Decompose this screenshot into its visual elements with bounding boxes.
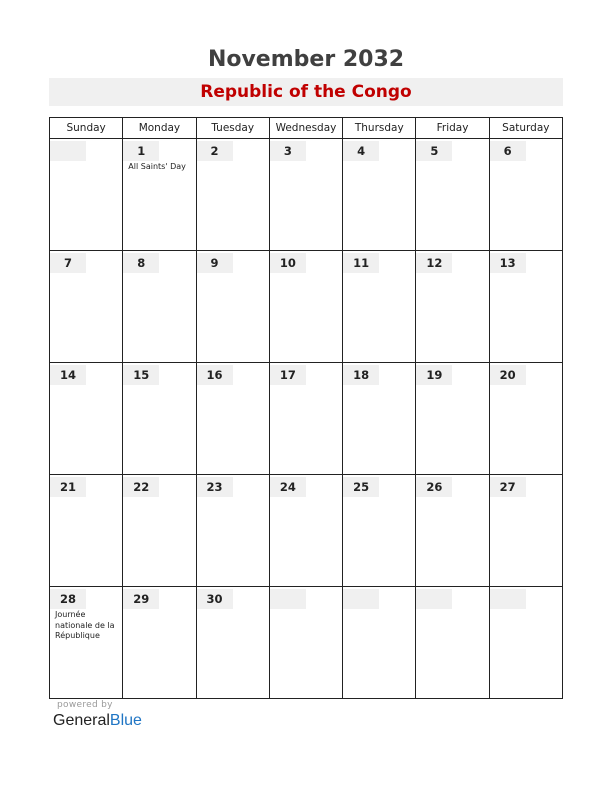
empty-day-marker: [490, 589, 526, 609]
weekday-header: Wednesday: [269, 118, 342, 139]
day-cell: [489, 251, 562, 363]
day-cell: [416, 139, 489, 251]
day-cell: [196, 587, 269, 699]
day-cell: [343, 475, 416, 587]
day-number: 28: [50, 589, 86, 609]
day-cell: [50, 251, 123, 363]
week-row: [50, 251, 563, 363]
day-number: 9: [197, 253, 233, 273]
day-number: 7: [50, 253, 86, 273]
day-cell: [123, 363, 196, 475]
day-number: 12: [416, 253, 452, 273]
day-number: 3: [270, 141, 306, 161]
weekday-header: Monday: [123, 118, 196, 139]
day-cell: [416, 587, 489, 699]
day-cell: [489, 587, 562, 699]
day-cell: [196, 139, 269, 251]
day-cell: [123, 475, 196, 587]
powered-by-label: powered by: [57, 700, 113, 710]
day-cell: [50, 363, 123, 475]
day-cell: [269, 139, 342, 251]
day-cell: [416, 475, 489, 587]
day-cell: [123, 587, 196, 699]
day-cell: [343, 363, 416, 475]
day-cell: [489, 139, 562, 251]
day-cell: [343, 587, 416, 699]
day-number: 16: [197, 365, 233, 385]
day-number: 18: [343, 365, 379, 385]
day-number: 2: [197, 141, 233, 161]
day-number: 14: [50, 365, 86, 385]
day-number: 25: [343, 477, 379, 497]
day-cell: [343, 251, 416, 363]
day-cell: [196, 251, 269, 363]
generalblue-logo: [53, 712, 142, 730]
day-number: 19: [416, 365, 452, 385]
day-cell: [269, 475, 342, 587]
day-cell: [269, 587, 342, 699]
day-number: 4: [343, 141, 379, 161]
day-number: 23: [197, 477, 233, 497]
day-number: 29: [123, 589, 159, 609]
day-cell: [489, 363, 562, 475]
calendar-grid: [49, 117, 563, 699]
calendar-title: November 2032: [207, 47, 405, 72]
weekday-header: Sunday: [50, 118, 123, 139]
day-number: 22: [123, 477, 159, 497]
day-cell: [343, 139, 416, 251]
day-number: 8: [123, 253, 159, 273]
day-cell: [416, 363, 489, 475]
weekday-header: Tuesday: [196, 118, 269, 139]
day-number: 5: [416, 141, 452, 161]
empty-day-marker: [270, 589, 306, 609]
day-cell: [196, 363, 269, 475]
week-row: [50, 139, 563, 251]
weekday-header: Thursday: [343, 118, 416, 139]
week-row: [50, 475, 563, 587]
holiday-label: All Saints' Day: [128, 162, 186, 171]
day-number: 6: [490, 141, 526, 161]
week-row: [50, 363, 563, 475]
day-cell: [489, 475, 562, 587]
day-number: 15: [123, 365, 159, 385]
day-cell: [269, 251, 342, 363]
weekday-header-row: [50, 118, 563, 139]
day-number: 27: [490, 477, 526, 497]
day-number: 20: [490, 365, 526, 385]
day-number: 1: [123, 141, 159, 161]
empty-day-marker: [50, 141, 86, 161]
day-cell: [50, 139, 123, 251]
country-name: Republic of the Congo: [200, 82, 412, 102]
logo-blue-text: Blue: [109, 712, 142, 729]
day-number: 11: [343, 253, 379, 273]
holiday-label: Journée nationale de la République: [55, 610, 115, 640]
weekday-header: Saturday: [489, 118, 562, 139]
day-cell: [50, 475, 123, 587]
day-number: 30: [197, 589, 233, 609]
day-cell: [196, 475, 269, 587]
weekday-header: Friday: [416, 118, 489, 139]
empty-day-marker: [343, 589, 379, 609]
day-cell: [416, 251, 489, 363]
empty-day-marker: [416, 589, 452, 609]
day-number: 21: [50, 477, 86, 497]
day-cell: [50, 587, 123, 699]
day-number: 10: [270, 253, 306, 273]
day-cell: [269, 363, 342, 475]
day-cell: [123, 139, 196, 251]
logo-general-text: General: [53, 712, 110, 729]
day-cell: [123, 251, 196, 363]
country-banner: [49, 78, 563, 106]
day-number: 26: [416, 477, 452, 497]
day-number: 13: [490, 253, 526, 273]
day-number: 24: [270, 477, 306, 497]
week-row: [50, 587, 563, 699]
day-number: 17: [270, 365, 306, 385]
